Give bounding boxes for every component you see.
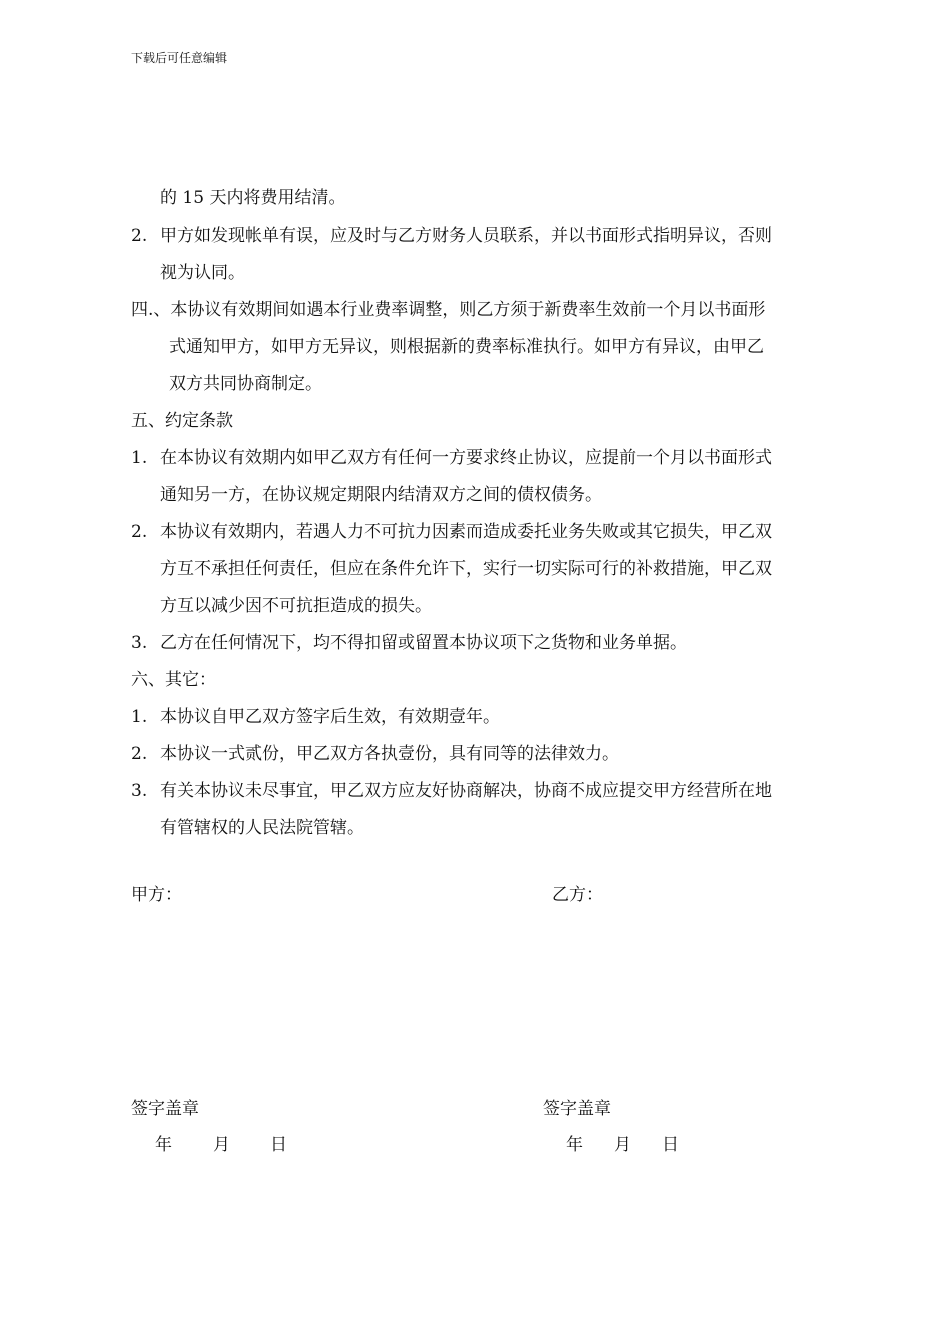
party-b-label: 乙方： bbox=[552, 885, 603, 905]
item-line: 通知另一方，在协议规定期限内结清双方之间的债权债务。 bbox=[160, 485, 602, 505]
party-a-date-day: 日 bbox=[270, 1135, 287, 1155]
item-number: 2. bbox=[131, 744, 148, 764]
section-4-line: 四.、本协议有效期间如遇本行业费率调整，则乙方须于新费率生效前一个月以书面形 bbox=[131, 300, 766, 320]
party-a-label: 甲方： bbox=[131, 885, 182, 905]
section-5-heading: 五、约定条款 bbox=[131, 411, 233, 431]
section-5-item-1 bbox=[131, 440, 851, 514]
continuation-text: 的 15 天内将费用结清。 bbox=[160, 188, 346, 208]
item-number: 1. bbox=[131, 707, 148, 727]
party-a-sign-seal: 签字盖章 bbox=[131, 1099, 199, 1119]
party-a-date-year: 年 bbox=[155, 1135, 172, 1155]
section-4-line: 双方共同协商制定。 bbox=[169, 374, 322, 394]
item-line: 视为认同。 bbox=[160, 263, 245, 283]
item-line: 方互不承担任何责任，但应在条件允许下，实行一切实际可行的补救措施，甲乙双 bbox=[160, 559, 772, 579]
item-number: 2. bbox=[131, 226, 148, 246]
item-number: 3. bbox=[131, 781, 148, 801]
item-line: 乙方在任何情况下，均不得扣留或留置本协议项下之货物和业务单据。 bbox=[160, 633, 687, 653]
party-b-date-year: 年 bbox=[566, 1135, 583, 1155]
item-line: 在本协议有效期内如甲乙双方有任何一方要求终止协议，应提前一个月以书面形式 bbox=[160, 448, 772, 468]
party-b-sign-seal: 签字盖章 bbox=[543, 1099, 611, 1119]
party-a-date-month: 月 bbox=[213, 1135, 230, 1155]
section-4-line: 式通知甲方，如甲方无异议，则根据新的费率标准执行。如甲方有异议，由甲乙 bbox=[169, 337, 764, 357]
item-number: 3. bbox=[131, 633, 148, 653]
section-6-heading: 六、其它： bbox=[131, 670, 216, 690]
item-line: 有管辖权的人民法院管辖。 bbox=[160, 818, 364, 838]
section-6-item-1 bbox=[131, 699, 851, 736]
section-5-item-2 bbox=[131, 514, 851, 625]
item-line: 本协议自甲乙双方签字后生效，有效期壹年。 bbox=[160, 707, 500, 727]
section-5-item-3 bbox=[131, 625, 851, 662]
section-6-item-2 bbox=[131, 736, 851, 773]
item-number: 1. bbox=[131, 448, 148, 468]
clause-prev-item-2 bbox=[131, 218, 851, 292]
party-b-date-month: 月 bbox=[614, 1135, 631, 1155]
party-b-date-day: 日 bbox=[662, 1135, 679, 1155]
page-header-note: 下载后可任意编辑 bbox=[131, 51, 228, 65]
item-line: 本协议一式贰份，甲乙双方各执壹份，具有同等的法律效力。 bbox=[160, 744, 619, 764]
item-line: 方互以减少因不可抗拒造成的损失。 bbox=[160, 596, 432, 616]
item-line: 本协议有效期内，若遇人力不可抗力因素而造成委托业务失败或其它损失，甲乙双 bbox=[160, 522, 772, 542]
section-6-item-3 bbox=[131, 773, 851, 847]
section-4 bbox=[131, 292, 851, 403]
item-line: 甲方如发现帐单有误，应及时与乙方财务人员联系，并以书面形式指明异议，否则 bbox=[160, 226, 772, 246]
item-line: 有关本协议未尽事宜，甲乙双方应友好协商解决，协商不成应提交甲方经营所在地 bbox=[160, 781, 772, 801]
item-number: 2. bbox=[131, 522, 148, 542]
